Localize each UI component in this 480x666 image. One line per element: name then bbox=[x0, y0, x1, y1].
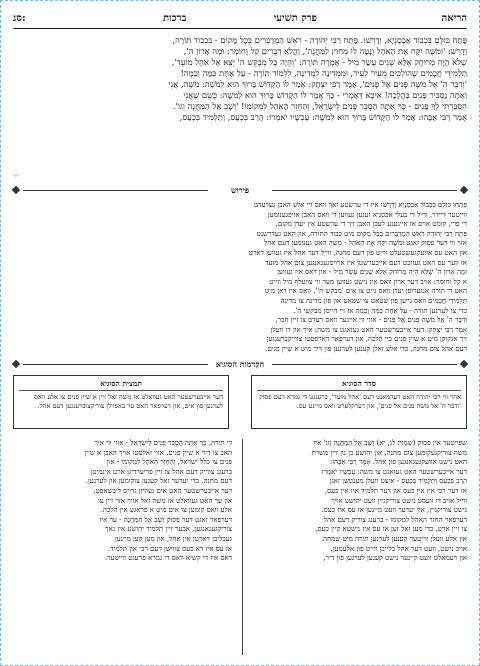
column-line: דער אייבערשטער האט אים געוויזן גרויס ליבשאפט, bbox=[93, 486, 232, 495]
commentary-line: און האט עס אוועקגעשטעלט ווייט פון דעם מחנה, ווייל דער אהל איז געווען דארט bbox=[248, 248, 467, 257]
commentary-line: אָמַר רַבִּי יִצְחָק: דער אייבערשטער האט געזאגט צו משה: איך און דו וועלן bbox=[270, 325, 467, 334]
commentary-text bbox=[13, 201, 467, 355]
commentary-section-header bbox=[13, 185, 467, 197]
summary-boxes bbox=[13, 375, 467, 431]
column-line: אויב נישט, וועט דער אהל בלייבן ווייט פון אלעמען, bbox=[330, 544, 467, 553]
page-content bbox=[13, 13, 467, 655]
commentary-line: פָּתַח רַבִּי יְהוּדָה רֹאשׁ הַמְדַבְּרִים בְּכָל מָקוֹם מיט כבוד התורה, און האט געדרשנט bbox=[256, 229, 467, 238]
main-text-line: וְאַתָּה נַסְבִּיר פָּנִים בַּהֲלָכָה! אִיכָּא דְּאָמְרִי - כָּךְ אָמַר לוֹ הַקָּדוֹשׁ בָּרוּךְ הוּא לְמֹשֶׁה: כְּשֵׁם שֶׁאֲנִי bbox=[183, 90, 467, 100]
column-line: הָרַב בְּכַעַס וְתַלְמִיד בְּכַעַס - איצט וועלן מענטשן זאגן bbox=[329, 477, 467, 486]
main-text-line: אָמַר רַבִּי אַבָּהוּ: אָמַר לוֹ הַקָּדוֹשׁ בָּרוּךְ הוּא לְמֹשֶׁה: עַכְשָׁיו יֹאמְרוּ: הָרַב בְּכַעַס, וְתַלְמִיד בְּכַעַס, bbox=[179, 112, 467, 122]
sugya-summary-title: תמצית הסוגיא bbox=[19, 379, 223, 391]
column-line: דעם מחנה, כדי יעדער זאל קענען צוקומען און לערנען. bbox=[85, 477, 232, 486]
column-line: און דעמאלט וועט קיינער נישט קענען לערנען פון דיר, bbox=[323, 554, 467, 563]
commentary-line: א קל וחומר: אויב דער ארון וואס איז נישט געווען מער ווי צוועלף מיל ווייט bbox=[269, 277, 467, 286]
right-column bbox=[248, 439, 467, 564]
commentary-line: כדי צו לערנען תורה - עַל אַחַת כַּמָּה וְכַמָּה אז זיי הייסן מבקשי ה'. bbox=[293, 306, 467, 315]
header-rule bbox=[13, 28, 467, 29]
commentary-line: וּמָה אָרוֹן ה' שֶׁלֹּא הָיָה מְרוּחָק אֶלָּא שְׁנֵים עָשָׂר מִיל - און דאס איז געווען bbox=[277, 268, 467, 277]
small-mark: ײַױַ bbox=[13, 173, 20, 180]
intro-section-header bbox=[13, 359, 467, 371]
column-line: און אלע וועלן ווייטער קענען לערנען תורה מיט שמחה. bbox=[320, 534, 467, 543]
intro-title: הקדמות הסוגיא bbox=[215, 359, 265, 369]
column-line: אז דער רבי איז אין כעס און דער תלמיד איז אין כעס, bbox=[324, 486, 467, 495]
column-line: דאס איז די קשיא וואס די גמרא פרעגט ווייטער. bbox=[104, 554, 232, 563]
main-text bbox=[13, 35, 467, 123]
commentary-line: ווייטער דיידר, ווייל די בעלי אכסניא זענען געווען די וואס האבן אויפגענומען bbox=[267, 210, 467, 219]
sugya-order-text: אחר ווי רבי יהודה האט דערמאנט דעם 'אהל מועד', ברענגט די גמרא דעם פסוק 'ודבר ה' אל משה פנים אל פנים', און דערקלערט וואס מיינט עס. bbox=[259, 393, 461, 410]
column-line: געבליבן דארטן אין אהל, און מען קען מיינען bbox=[114, 534, 232, 543]
sugya-order-title: סדר הסוגיא bbox=[257, 379, 461, 391]
main-text-line: 'וְדִבֶּר ה' אֶל מֹשֶׁה פָּנִים אֶל פָּנִים', אָמַר רַבִּי יִצְחָק: אָמַר לוֹ הַקָּדוֹשׁ בָּרוּךְ הוּא לְמֹשֶׁה: מֹשֶׁה, אֲנִי bbox=[168, 79, 467, 89]
main-text-line: שֶׁלֹּא הָיָה מְרוּחָק אֶלָּא שְׁנֵים עָשָׂר מִיל - אָמְרָה תּוֹרָה: 'וְהָיָה כָּל מְבַקֵּשׁ ה' יֵצֵא אֶל אֹהֶל מוֹעֵד', bbox=[171, 57, 467, 67]
column-line: משה צוריקגעקומען צום מחנה, און יהושע בן נון זיין משרת bbox=[311, 448, 467, 457]
sugya-summary-text: דער אייבערשטער האט געוואלט אז משה זאל זיין א שיין פנים צו אלע וואס לערנען פון אים, און דערפאר האט ער באפוילן צוריקצוברענגען דעם אהל. bbox=[34, 393, 223, 410]
column-divider bbox=[242, 439, 243, 655]
chapter-title: פרק תשיעי bbox=[273, 13, 317, 24]
column-line: שפּייטער אין פסוק (שמות לג, יא) וְשָׁב אֶל הַמַּחֲנֶה וְגוֹ' איז bbox=[313, 439, 467, 447]
commentary-line: דעם אהל צום מחנה, כדי אלע זאלן קענען לערנען פון דיר מיט א שיין פנים. bbox=[265, 344, 467, 353]
commentary-line: אזוי ווי דער פסוק זאגט וּמֹשֶׁה יִקַּח אֶת הָאֹהֶל - משה האט גענומען דעם אהל bbox=[263, 239, 467, 248]
column-line: האב צו דיר א שיין פנים, אזוי זאלסטו אויך האבן א שיין bbox=[84, 448, 232, 457]
column-line: דערפאר זאגט דער פסוק וְשָׁב אֶל הַמַּחֲנֶה - ער איז bbox=[99, 515, 232, 524]
commentary-title: פירוש bbox=[230, 185, 250, 195]
column-line: ווייל אויב דו וועסט נישט צוריקגיין וועט יהושע אויך bbox=[331, 496, 467, 505]
commentary-line: פָּתְחוּ כוּלָּם בִּכְבוֹד אַכְסַנְיָא וְדָרְשׁוּ איז די ערשטע זאך וואס זיי אלע האבן גערעדט bbox=[253, 201, 467, 209]
main-text-line: וְדָרַשׁ: 'וּמֹשֶׁה יִקַּח אֶת הָאֹהֶל וְנָטָה לוֹ מִחוּץ לַמַּחֲנֶה', וַהֲלֹא דְּבָרִים קַל וָחוֹמֶר: וּמָה אָרוֹן ה', bbox=[183, 46, 467, 56]
column-line: פנים צו כלל ישראל, וְהַחְזֵר הָאֹהֶל לִמְקוֹמוֹ - און bbox=[106, 458, 232, 467]
column-line: צו זיין ארט, כדי מען זאל זען אז עס איז נישטא קיין כעס, bbox=[315, 525, 467, 534]
main-text-line: תַּלְמִידֵי חֲכָמִים שֶׁהוֹלְכִים מֵעִיר לְעִיר, וּמִמְּדִינָה לִמְדִינָה, לִלְמוֹד תּוֹרָה - עַל אַחַת כַּמָּה וְכַמָּה! bbox=[180, 68, 467, 78]
column-line: אלע וואס קומען צו אים מיט א פראגע אין הלכה. bbox=[100, 506, 232, 515]
tractate-title: ברכות bbox=[163, 13, 187, 24]
sugya-summary-box bbox=[13, 375, 229, 429]
commentary-line: אז ווער עס האט געזוכט דעם אייבערשטן איז ארויסגעגאנגען צום אהל מועד bbox=[265, 258, 467, 267]
main-text-line: הִסְבַּרְתִּי לְךָ פָּנִים - כָּךְ אַתָּה הַסְבֵּר פָּנִים לְיִשְׂרָאֵל, וְהַחְזֵר הָאֹהֶל לִמְקוֹמוֹ! 'וְשָׁב אֶל הַמַּחֲנֶה וְגוֹ'. bbox=[172, 101, 467, 111]
sugya-order-box bbox=[251, 375, 467, 429]
main-text-line: פָּתַח כּוּלָּם בִּכְבוֹד אַכְסַנְיָא, וְדָרְשׁוּ. פָּתַח רַבִּי יְהוּדָה - רֹאשׁ הַמְדַבְּרִים בְּכָל מָקוֹם - בִּכְבוֹד תּוֹרָה, bbox=[172, 35, 467, 45]
column-line: און ער האט געוואלט אז משה זאל אויך אזוי זיין צו bbox=[97, 496, 232, 505]
running-header bbox=[13, 13, 467, 29]
commentary-line: זיך אנקוקן מיט א שיין פנים ביי הלכה, און דערפאר דארפסטו צוריקברענגען bbox=[266, 335, 467, 344]
column-line: די תורה, כָּךְ אַתָּה הַסְבֵּר פָּנִים לְיִשְׂרָאֵל - אזוי ווי איך bbox=[94, 439, 232, 447]
commentary-line: וְדִבֶּר ה' אֶל מֹשֶׁה פָּנִים אֶל פָּנִים - אזוי ווי איינער וואס רעדט צו זיין חבר, bbox=[275, 316, 467, 325]
column-line: ברענג צוריק דעם אהל צו זיין פריערדיגן ארט אינמיטן bbox=[90, 467, 232, 476]
commentary-line: די פרי, קומט אויס אז אייגענע לעבן האבן זיך די ערשטע אין יעדן מקום, bbox=[275, 220, 467, 229]
two-column-commentary bbox=[13, 439, 467, 655]
column-line: נישט צוריקגיין, און יעדער וועט מיינען אז עס איז כעס. bbox=[321, 506, 467, 515]
commentary-line: תַּלְמִידֵי חֲכָמִים וואס גייען פון שטאט צו שטאט און פון מדינה צו מדינה bbox=[280, 296, 467, 305]
column-line: דערפאר החזר האהל למקומו - ברענג צוריק דעם אהל bbox=[323, 515, 467, 524]
left-column bbox=[13, 439, 232, 564]
column-line: דער אייבערשטער האט געזאגט צו משה: עַכְשָׁיו יֹאמְרוּ bbox=[321, 467, 467, 476]
divider bbox=[23, 364, 208, 365]
folio-number: סנ: bbox=[13, 13, 26, 24]
commentary-line: האט די תורה אנגערופן יעדן וואס גייט צו אים 'מבקש ה'', וואס איז דאן מיט bbox=[264, 287, 467, 296]
column-line: צוריקגעגאנגען, אבער זיין תלמיד יהושע איז נאך bbox=[105, 525, 232, 534]
column-line: אז עס איז דא כעס צווישן דעם רבי און תלמיד. bbox=[107, 544, 232, 553]
divider bbox=[23, 190, 208, 191]
chapter-header: הריאה bbox=[441, 13, 467, 24]
column-line: האט נישט אוועקגעגאנגען פון אהל. אָמַר רַבִּי אַבָּהוּ: bbox=[329, 458, 467, 467]
